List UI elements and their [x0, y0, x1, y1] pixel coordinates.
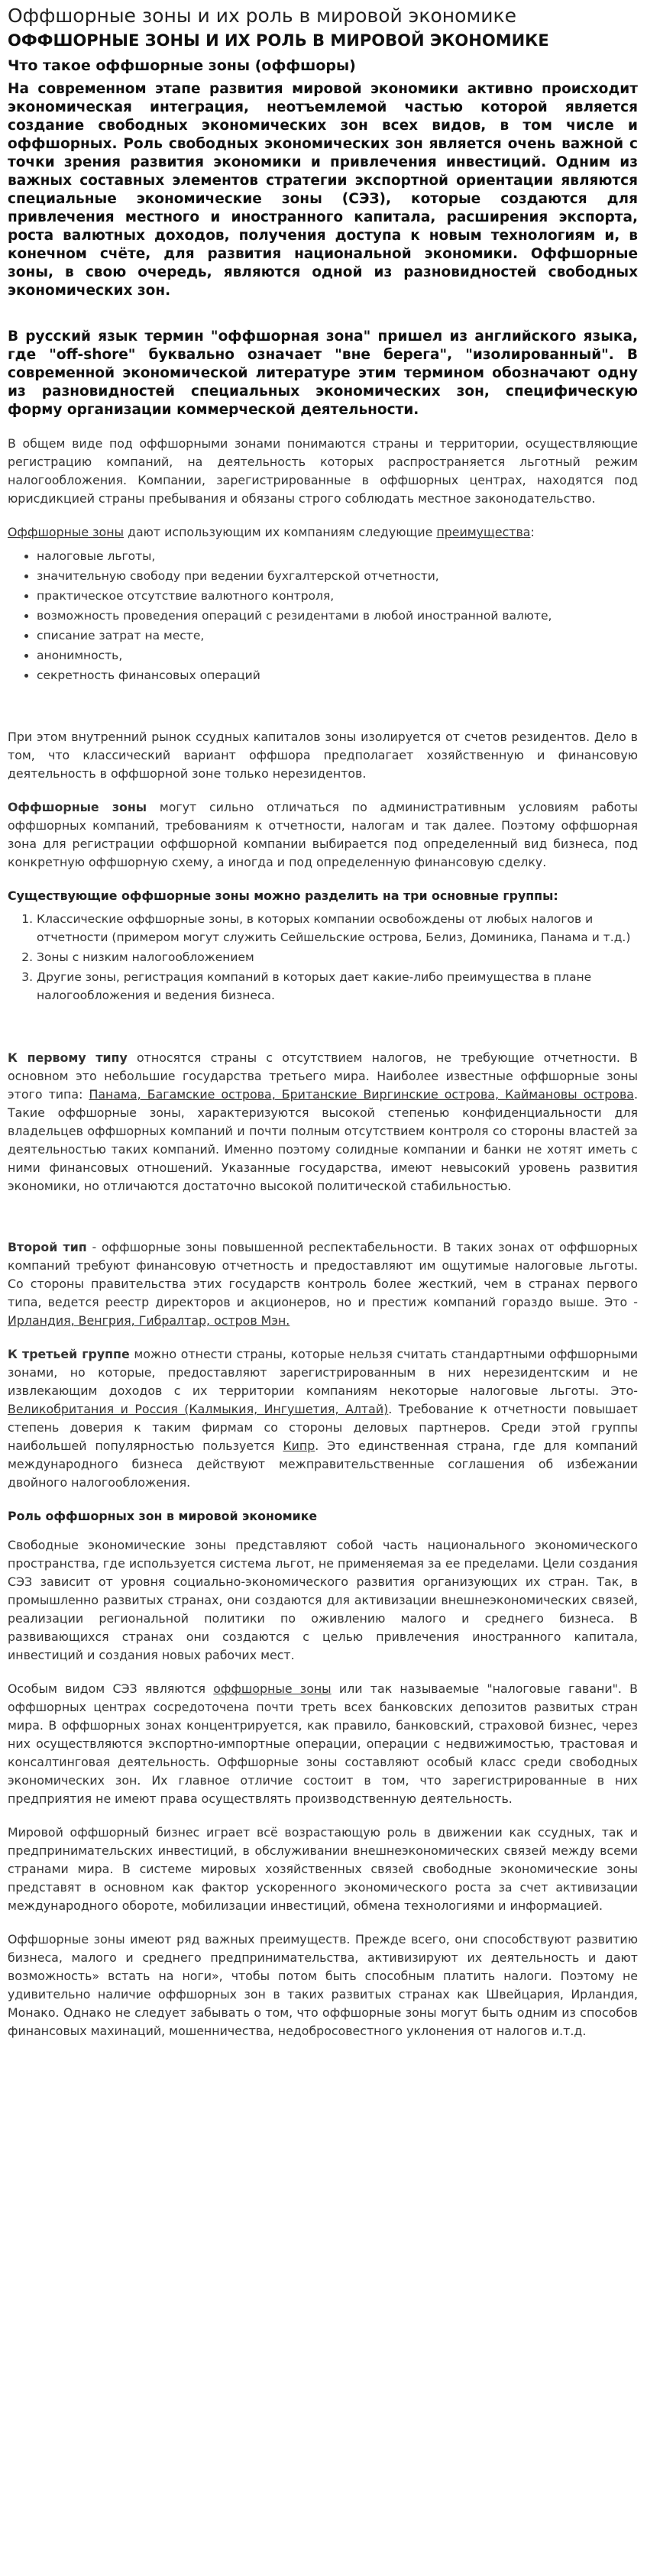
list-item: • возможность проведения операций с резидентами в любой иностранной валюте,: [37, 606, 638, 626]
groups-list: [8, 910, 638, 1005]
paragraph-type-3: [8, 1345, 638, 1492]
paragraph-text: можно отнести страны, которые нельзя считать стандартными оффшорными зонами, но которые, предоставляют зарегистрированным в них нерезидентским и не извлекающим доходов с их территории компаниям некоторые налоговые льготы. Это-: [8, 1347, 638, 1398]
paragraph-text: могут сильно отличаться по административным условиям работы оффшорных компаний, требованиям к отчетности, налогам и так далее. Поэтому оффшорная зона для регистрации оффшорной компании выбирается под определенный вид бизнеса, под конкретную оффшорную схему, а иногда и под определенную финансовую сделку.: [8, 800, 639, 869]
advantages-intro-text: дают использующим их компаниям следующие: [124, 525, 437, 539]
list-item: • практическое отсутствие валютного контроля,: [37, 586, 638, 606]
type-3-countries-link[interactable]: Великобритания и Россия (Калмыкия, Ингушетия, Алтай): [8, 1402, 389, 1416]
spacer: [8, 1006, 638, 1049]
list-item: 3. Другие зоны, регистрация компаний в которых дает какие-либо преимущества в плане налогообложения и ведения бизнеса.: [37, 968, 638, 1005]
list-item: • значительную свободу при ведении бухгалтерской отчетности,: [37, 566, 638, 586]
paragraph-internal-market: При этом внутренний рынок ссудных капиталов зоны изолируется от счетов резидентов. Дело в том, что классический вариант оффшора предполагает хозяйственную и финансовую деятельность в оффшорной зоне только нерезидентов.: [8, 730, 638, 781]
paragraph-zone-differences: [8, 798, 638, 872]
paragraph-text: . Это единственная страна, где для компаний международного бизнеса действуют межправительственные соглашения об избежании двойного налогообложения.: [8, 1438, 638, 1490]
paragraph-advantages-summary: Оффшорные зоны имеют ряд важных преимуществ. Прежде всего, они способствуют развитию бизнеса, малого и среднего предпринимательства, активизируют их деятельность и дают возможность» встать на ноги», чтобы потом быть способным платить налоги. Поэтому не удивительно наличие оффшорных зон в таких развитых странах как Швейцария, Ирландия, Монако. Однако не следует забывать о том, что оффшорные зоны могут быть одним из способов финансовых махинаций, мошенничества, недобросовестного уклонения от налогов и.т.д.: [8, 1932, 638, 2038]
type-3-label: К третьей группе: [8, 1347, 130, 1361]
paragraph-tax-havens: [8, 1680, 638, 1808]
advantages-list: [8, 546, 638, 685]
section-heading-what-is-offshore: Что такое оффшорные зоны (оффшоры): [8, 57, 356, 74]
paragraph-text: . Такие оффшорные зоны, характеризуются высокой степенью конфиденциальности для владельцев оффшорных компаний и почти полным отсутствием контроля со стороны властей за деятельностью таких компаний. Именно поэтому солидные компании и банки не хотят иметь с ними финансовых отношений. Указанные государства, имеют невысокий уровень развития экономики, но отличаются достаточно высокой политической стабильностью.: [8, 1087, 638, 1193]
paragraph-type-1: [8, 1049, 638, 1196]
list-item: • списание затрат на месте,: [37, 626, 638, 646]
advantages-link[interactable]: преимущества: [436, 525, 531, 539]
spacer: [8, 685, 638, 728]
list-item: 1. Классические оффшорные зоны, в которых компании освобождены от любых налогов и отчетности (примером могут служить Сейшельские острова, Белиз, Доминика, Панама и т.д.): [37, 910, 638, 947]
groups-heading: Существующие оффшорные зоны можно разделить на три основные группы:: [8, 888, 558, 903]
paragraph-text: . Требование к отчетности повышает степень доверия к таким фирмам со стороны деловых партнеров. Среди этой группы наибольшей популярностью пользуется: [8, 1402, 638, 1453]
paragraph-text: - оффшорные зоны повышенной респектабельности. В таких зонах от оффшорных компаний требуют финансовую отчетность и предоставляют им ощутимые налоговые льготы. Со стороны правительства этих государств контроль более жесткий, чем в странах первого типа, ведется реестр директоров и акционеров, но и престиж компаний гораздо выше. Это -: [8, 1240, 639, 1309]
type-2-countries-link[interactable]: Ирландия, Венгрия, Гибралтар, остров Мэн.: [8, 1313, 290, 1328]
list-item: 2. Зоны с низким налогообложением: [37, 948, 638, 966]
spacer: [8, 1211, 638, 1238]
type-2-label: Второй тип: [8, 1240, 87, 1254]
advantages-intro: [8, 523, 638, 542]
offshore-zones-link-2[interactable]: оффшорные зоны: [213, 1681, 332, 1696]
document-title: Оффшорные зоны и их роль в мировой экономике: [8, 5, 517, 27]
list-item: • секретность финансовых операций: [37, 665, 638, 685]
list-item: • налоговые льготы,: [37, 546, 638, 566]
cyprus-link[interactable]: Кипр: [283, 1438, 315, 1453]
advantages-intro-colon: :: [530, 525, 535, 539]
offshore-zones-bold: Оффшорные зоны: [8, 800, 147, 814]
lead-paragraph-2: В русский язык термин "оффшорная зона" пришел из английского языка, где "off-shore" буквально означает "вне берега", "изолированный". В современной экономической литературе этим термином обозначают одну из разновидностей специальных экономических зон, специфическую форму организации коммерческой деятельности.: [8, 328, 638, 418]
paragraph-text: Особым видом СЭЗ являются: [8, 1681, 214, 1696]
type-1-label: К первому типу: [8, 1050, 128, 1065]
spacer: [8, 316, 638, 328]
role-heading: Роль оффшорных зон в мировой экономике: [8, 1509, 318, 1523]
offshore-zones-link[interactable]: Оффшорные зоны: [8, 525, 124, 539]
paragraph-text: относятся страны с отсутствием налогов, не требующие отчетности. В основном это небольшие государства третьего мира. Наиболее известные оффшорные зоны этого типа:: [8, 1050, 638, 1102]
paragraph-type-2: [8, 1238, 638, 1330]
type-1-countries-link[interactable]: Панама, Багамские острова, Британские Виргинские острова, Каймановы острова: [89, 1087, 634, 1102]
paragraph-world-business: Мировой оффшорный бизнес играет всё возрастающую роль в движении как ссудных, так и предпринимательских инвестиций, в обслуживании внешнеэкономических связей между всеми странами мира. В системе мировых хозяйственных связей свободные экономические зоны представят в основном как фактор ускоренного экономического роста за счет активизации международного обороте, мобилизации инвестиций, обмена технологиями и информацией.: [8, 1825, 638, 1913]
paragraph-text: или так называемые "налоговые гавани". В оффшорных центрах сосредоточена почти треть всех банковских депозитов развитых стран мира. В оффшорных зонах концентрируется, как правило, банковский, страховой бизнес, через них осуществляются экспортно-импортные операции, операции с недвижимостью, трастовая и консалтинговая деятельность. Оффшорные зоны составляют особый класс среди свободных экономических зон. Их главное отличие состоит в том, что зарегистрированные в них предприятия не имеют права осуществлять производственную деятельность.: [8, 1681, 639, 1806]
lead-paragraph-1: На современном этапе развития мировой экономики активно происходит экономическая интеграция, неотъемлемой частью которой является создание свободных экономических зон всех видов, в том числе и оффшорных. Роль свободных экономических зон является очень важной с точки зрения развития экономики и привлечения инвестиций. Одним из важных составных элементов стратегии экспортной ориентации являются специальные экономические зоны (СЭЗ), которые создаются для привлечения местного и иностранного капитала, расширения экспорта, роста валютных доходов, получения доступа к новым технологиям и, в конечном счёте, для развития национальной экономики. Оффшорные зоны, в свою очередь, являются одной из разновидностей свободных экономических зон.: [8, 81, 638, 299]
list-item: • анонимность,: [37, 646, 638, 665]
paragraph-sez: Свободные экономические зоны представляют собой часть национального экономического пространства, где используется система льгот, не применяемая за ее пределами. Цели создания СЭЗ зависит от уровня социально-экономического развития организующих их стран. Так, в промышленно развитых странах, они создаются для активизации внешнеэкономических связей, реализации региональной политики по оживлению малого и среднего бизнеса. В развивающихся странах они создаются с целью привлечения иностранного капитала, инвестиций и создания новых рабочих мест.: [8, 1538, 638, 1662]
paragraph-definition: В общем виде под оффшорными зонами понимаются страны и территории, осуществляющие регистрацию компаний, на деятельность которых распространяется льготный режим налогообложения. Компании, зарегистрированные в оффшорных центрах, находятся под юрисдикцией страны пребывания и обязаны строго соблюдать местное законодательство.: [8, 436, 638, 506]
article-title: ОФФШОРНЫЕ ЗОНЫ И ИХ РОЛЬ В МИРОВОЙ ЭКОНОМИКЕ: [8, 31, 549, 50]
